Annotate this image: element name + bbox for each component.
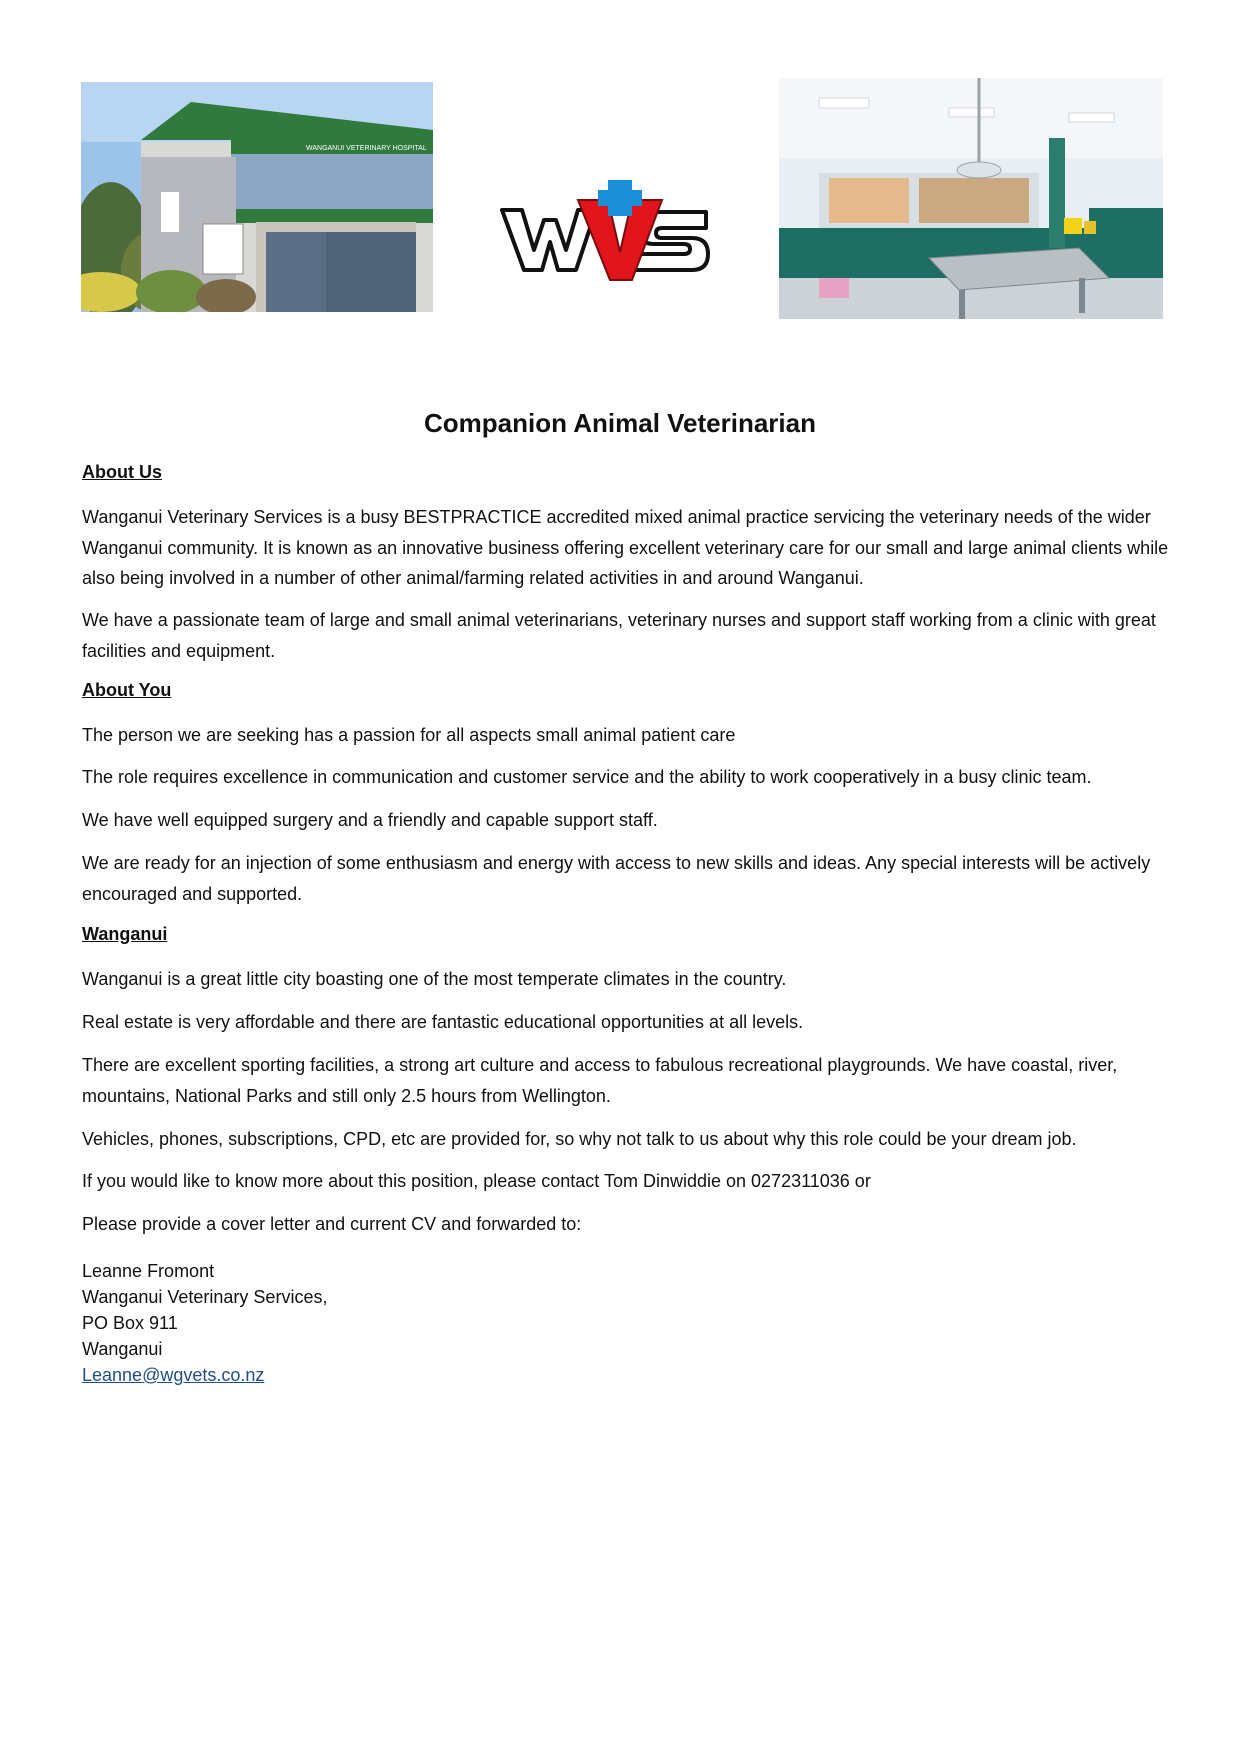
wanganui-paragraph: Wanganui is a great little city boasting one of the most temperate climates in the country.: [82, 969, 787, 989]
contact-address: [82, 1258, 327, 1388]
wanganui-paragraph: Vehicles, phones, subscriptions, CPD, etc are provided for, so why not talk to us about why this role could be your dream job.: [82, 1129, 1077, 1149]
about-you-paragraph: The role requires excellence in communication and customer service and the ability to work cooperatively in a busy clinic team.: [82, 767, 1092, 787]
section-heading-wanganui: Wanganui: [82, 924, 168, 944]
section-heading-about-you: About You: [82, 680, 172, 700]
about-you-paragraph: We have well equipped surgery and a friendly and capable support staff.: [82, 810, 658, 830]
section-heading-about-us: About Us: [82, 462, 162, 482]
hospital-building-photo: [81, 82, 433, 312]
about-us-paragraph: Wanganui Veterinary Services is a busy BESTPRACTICE accredited mixed animal practice servicing the veterinary needs of the wider Wanganui community. It is known as an innovative business offering excellent veterinary care for our small and large animal clients while also being involved in a number of other animal/farming related activities in and around Wanganui.: [82, 507, 1169, 588]
contact-name: Leanne Fromont: [82, 1261, 215, 1281]
wanganui-paragraph: If you would like to know more about this position, please contact Tom Dinwiddie on 0272311036 or: [82, 1171, 871, 1191]
about-us-paragraph: We have a passionate team of large and small animal veterinarians, veterinary nurses and support staff working from a clinic with great facilities and equipment.: [82, 610, 1156, 661]
about-you-paragraph: We are ready for an injection of some enthusiasm and energy with access to new skills and ideas. Any special interests will be actively encouraged and supported.: [82, 853, 1151, 904]
clinic-interior-photo: [779, 78, 1163, 319]
wvs-logo: [500, 180, 712, 282]
about-you-paragraph: The person we are seeking has a passion for all aspects small animal patient care: [82, 725, 736, 745]
svg-text:WANGANUI VETERINARY HOSPITAL: WANGANUI VETERINARY HOSPITAL: [306, 145, 427, 152]
contact-city: Wanganui: [82, 1339, 163, 1359]
wanganui-paragraph: Real estate is very affordable and there are fantastic educational opportunities at all levels.: [82, 1012, 804, 1032]
wanganui-paragraph: Please provide a cover letter and current CV and forwarded to:: [82, 1214, 582, 1234]
svg-text:WVS: WVS: [500, 180, 503, 181]
contact-email-link[interactable]: Leanne@wgvets.co.nz: [82, 1365, 265, 1385]
wanganui-paragraph: There are excellent sporting facilities, a strong art culture and access to fabulous recreational playgrounds. We have coastal, river, mountains, National Parks and still only 2.5 hours from Wellington.: [82, 1055, 1118, 1106]
contact-po-box: PO Box 911: [82, 1313, 178, 1333]
page-title: Companion Animal Veterinarian: [423, 408, 816, 438]
contact-organisation: Wanganui Veterinary Services,: [82, 1287, 328, 1307]
